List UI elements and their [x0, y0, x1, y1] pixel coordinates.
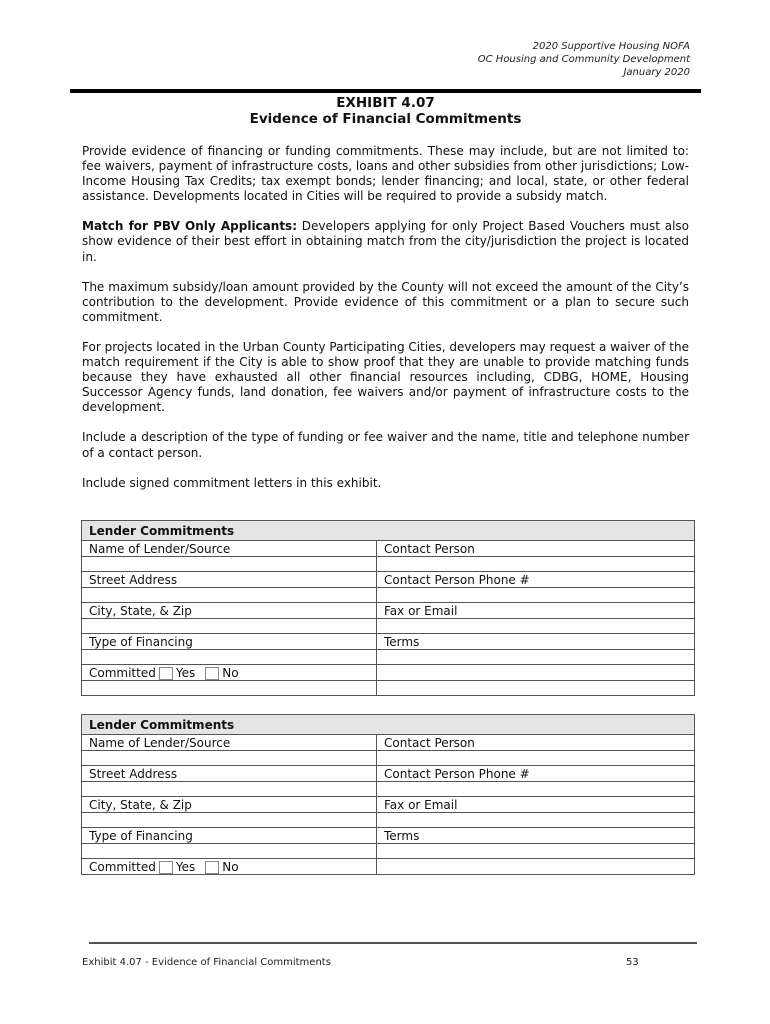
- paragraph-pbv: [82, 219, 689, 264]
- contact-person-label: Contact Person: [377, 735, 695, 751]
- city-state-zip-label: City, State, & Zip: [82, 603, 377, 619]
- contact-person-label: Contact Person: [377, 541, 695, 557]
- lender-name-field[interactable]: [82, 557, 377, 572]
- instructions: [82, 144, 689, 506]
- contact-phone-field[interactable]: [377, 782, 695, 797]
- financing-type-label: Type of Financing: [82, 828, 377, 844]
- no-checkbox[interactable]: [205, 667, 219, 680]
- yes-label: Yes: [175, 665, 196, 680]
- financing-type-field[interactable]: [82, 650, 377, 665]
- paragraph-letters: Include signed commitment letters in this exhibit.: [82, 475, 382, 490]
- paragraph-waiver: For projects located in the Urban County Participating Cities, developers may request a waiver of the match requirement if the City is able to show proof that they are unable to provide matching funds because they have exhausted all other financial resources including, CDBG, HOME, Housing Successor Agency funds, land donation, fee waivers and/or payment of infrastructure costs to the development.: [82, 339, 689, 415]
- no-label: No: [222, 859, 239, 874]
- city-state-zip-label: City, State, & Zip: [82, 797, 377, 813]
- street-address-field[interactable]: [82, 782, 377, 797]
- exhibit-title: [70, 95, 701, 127]
- yes-label: Yes: [175, 859, 196, 874]
- contact-phone-label: Contact Person Phone #: [377, 572, 695, 588]
- street-address-label: Street Address: [82, 766, 377, 782]
- lender-commitments-table-2: [81, 714, 695, 875]
- fax-email-field[interactable]: [377, 619, 695, 634]
- fax-email-label: Fax or Email: [377, 603, 695, 619]
- terms-label: Terms: [377, 828, 695, 844]
- fax-email-field[interactable]: [377, 813, 695, 828]
- contact-phone-field[interactable]: [377, 588, 695, 603]
- contact-person-field[interactable]: [377, 557, 695, 572]
- document-header: [478, 40, 690, 79]
- terms-label: Terms: [377, 634, 695, 650]
- table-heading: Lender Commitments: [82, 521, 695, 541]
- terms-field[interactable]: [377, 650, 695, 665]
- footer-text: Exhibit 4.07 - Evidence of Financial Commitments: [82, 957, 331, 968]
- page-number: 53: [626, 957, 639, 968]
- header-line-nofa: 2020 Supportive Housing NOFA: [532, 41, 690, 52]
- street-address-label: Street Address: [82, 572, 377, 588]
- lender-commitments-table-1: [81, 520, 695, 696]
- paragraph-max-subsidy: The maximum subsidy/loan amount provided by the County will not exceed the amount of the City’s contribution to the development. Provide evidence of this commitment or a plan to secure such commitment.: [82, 279, 689, 324]
- no-checkbox[interactable]: [205, 861, 219, 874]
- financing-type-field[interactable]: [82, 844, 377, 859]
- committed-right-cell: [377, 859, 695, 875]
- blank-cell: [377, 681, 695, 696]
- contact-phone-label: Contact Person Phone #: [377, 766, 695, 782]
- yes-checkbox[interactable]: [159, 861, 173, 874]
- pbv-heading: Match for PBV Only Applicants:: [82, 219, 297, 234]
- terms-field[interactable]: [377, 844, 695, 859]
- exhibit-number: EXHIBIT 4.07: [336, 95, 435, 111]
- fax-email-label: Fax or Email: [377, 797, 695, 813]
- street-address-field[interactable]: [82, 588, 377, 603]
- committed-row: [82, 859, 377, 875]
- footer-rule: [89, 942, 697, 944]
- header-rule: [70, 89, 701, 93]
- city-state-zip-field[interactable]: [82, 813, 377, 828]
- exhibit-name: Evidence of Financial Commitments: [249, 111, 522, 127]
- lender-name-label: Name of Lender/Source: [82, 541, 377, 557]
- header-line-agency: OC Housing and Community Development: [477, 54, 690, 65]
- paragraph-evidence: Provide evidence of financing or funding commitments. These may include, but are not limited to: fee waivers, payment of infrastructure costs, loans and other subsidies from other jurisdictions; Low-Income Housing Tax Credits; tax exempt bonds; lender financing; and local, state, or other federal assistance. Developments located in Cities will be required to provide a subsidy match.: [82, 144, 689, 204]
- blank-cell: [82, 681, 377, 696]
- financing-type-label: Type of Financing: [82, 634, 377, 650]
- table-heading: Lender Commitments: [82, 715, 695, 735]
- contact-person-field[interactable]: [377, 751, 695, 766]
- pbv-text: Developers applying for only Project Based Vouchers must also show evidence of their best effort in obtaining match from the city/jurisdiction the project is located in.: [82, 219, 690, 264]
- committed-label: Committed: [89, 859, 156, 874]
- lender-name-field[interactable]: [82, 751, 377, 766]
- header-line-date: January 2020: [623, 67, 690, 78]
- yes-checkbox[interactable]: [159, 667, 173, 680]
- no-label: No: [222, 665, 239, 680]
- committed-right-cell: [377, 665, 695, 681]
- paragraph-description: Include a description of the type of funding or fee waiver and the name, title and telephone number of a contact person.: [82, 430, 689, 460]
- lender-name-label: Name of Lender/Source: [82, 735, 377, 751]
- committed-label: Committed: [89, 665, 156, 680]
- city-state-zip-field[interactable]: [82, 619, 377, 634]
- committed-row: [82, 665, 377, 681]
